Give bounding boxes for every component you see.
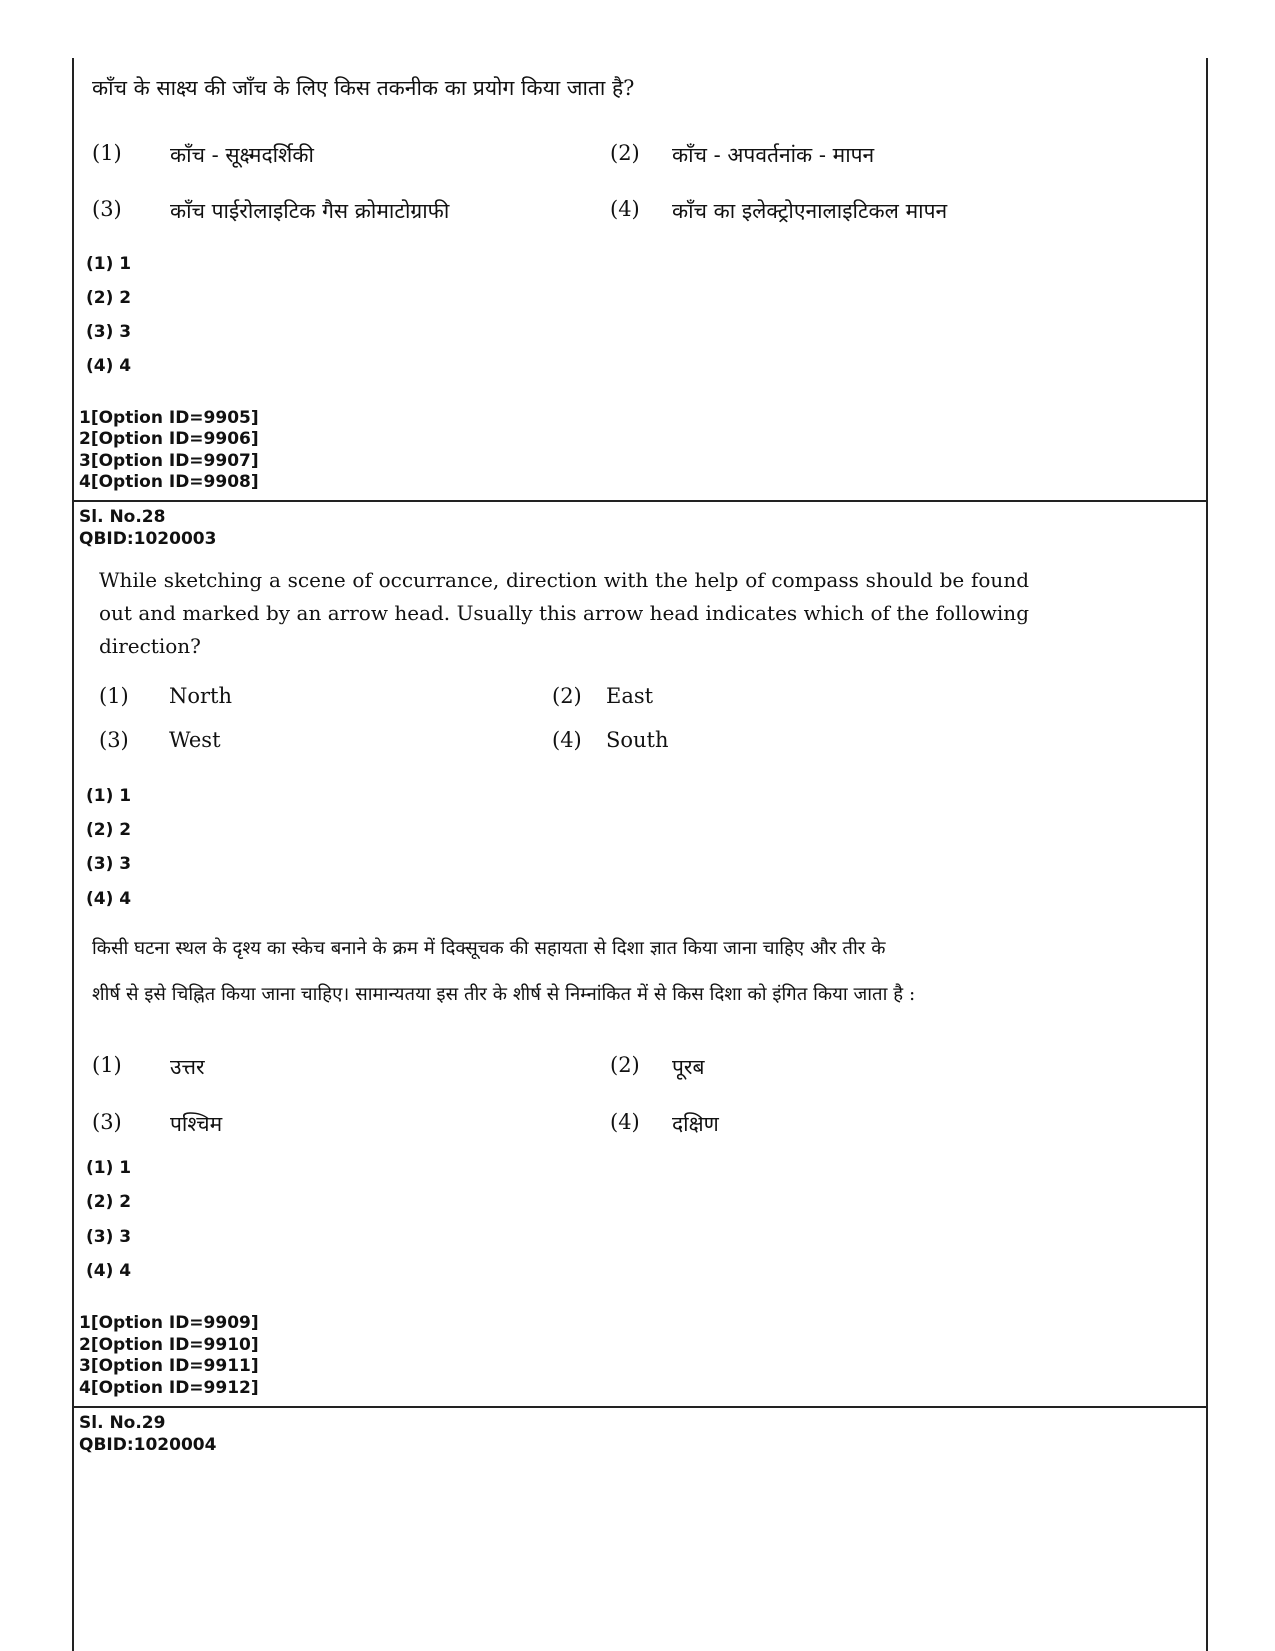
separator-line (72, 1406, 1208, 1408)
q27-answer-1: (1) 1 (86, 254, 132, 274)
q27-option-2-number: (2) (610, 141, 640, 165)
q28-en-option-4-number: (4) (552, 728, 582, 752)
q28-hi-answer-3: (3) 3 (86, 1227, 132, 1247)
q28-hi-option-3-number: (3) (92, 1110, 122, 1134)
q27-answer-2: (2) 2 (86, 288, 132, 308)
q28-hi-option-4-number: (4) (610, 1110, 640, 1134)
q27-option-1-text: काँच - सूक्ष्मदर्शिकी (170, 143, 314, 167)
q27-option-4-text: काँच का इलेक्ट्रोएनालाइटिकल मापन (672, 199, 948, 223)
q28-hi-answer-1: (1) 1 (86, 1158, 132, 1178)
question-27-text-hindi: काँच के साक्ष्य की जाँच के लिए किस तकनीक का प्रयोग किया जाता है? (92, 76, 635, 100)
q28-en-option-3-text: West (169, 728, 221, 752)
q28-hi-answer-2: (2) 2 (86, 1192, 132, 1212)
q28-hi-option-1-text: उत्तर (170, 1055, 205, 1079)
q28-en-option-1-text: North (169, 684, 233, 708)
q28-hi-option-1-number: (1) (92, 1053, 122, 1077)
q28-en-answer-2: (2) 2 (86, 820, 132, 840)
q27-option-id-3: 3[Option ID=9907] (79, 451, 259, 471)
question-28-text-hindi-line-2: शीर्ष से इसे चिह्नित किया जाना चाहिए। सामान्यतया इस तीर के शीर्ष से निम्नांकित में से किस दिशा को इंगित किया जाता है : (92, 984, 916, 1005)
q28-en-answer-1: (1) 1 (86, 786, 132, 806)
q28-en-option-2-number: (2) (552, 684, 582, 708)
q28-en-answer-3: (3) 3 (86, 854, 132, 874)
q28-hi-answer-4: (4) 4 (86, 1261, 132, 1281)
q28-option-id-2: 2[Option ID=9910] (79, 1335, 259, 1355)
q28-hi-option-2-number: (2) (610, 1053, 640, 1077)
q28-en-option-2-text: East (606, 684, 654, 708)
q28-en-answer-4: (4) 4 (86, 889, 132, 909)
q28-hi-option-2-text: पूरब (672, 1055, 705, 1079)
q28-option-id-1: 1[Option ID=9909] (79, 1313, 259, 1333)
q28-en-option-3-number: (3) (99, 728, 129, 752)
q27-option-id-1: 1[Option ID=9905] (79, 408, 259, 428)
q28-serial-number: Sl. No.28 (79, 507, 166, 527)
q27-option-3-text: काँच पाईरोलाइटिक गैस क्रोमाटोग्राफी (170, 199, 450, 223)
q27-option-2-text: काँच - अपवर्तनांक - मापन (672, 143, 875, 167)
q28-qbid: QBID:1020003 (79, 529, 217, 549)
q27-option-1-number: (1) (92, 141, 122, 165)
q29-qbid: QBID:1020004 (79, 1435, 217, 1455)
q28-en-option-1-number: (1) (99, 684, 129, 708)
q28-option-id-4: 4[Option ID=9912] (79, 1378, 259, 1398)
q27-option-id-4: 4[Option ID=9908] (79, 472, 259, 492)
q27-answer-3: (3) 3 (86, 322, 132, 342)
question-28-text-english: While sketching a scene of occurrance, direction with the help of compass should be found out and marked by an arrow head. Usually this arrow head indicates which of the following direction? (99, 568, 1029, 658)
q27-option-id-2: 2[Option ID=9906] (79, 429, 259, 449)
q29-serial-number: Sl. No.29 (79, 1413, 166, 1433)
q27-option-3-number: (3) (92, 197, 122, 221)
separator-line (72, 500, 1208, 502)
q27-answer-4: (4) 4 (86, 356, 132, 376)
q28-hi-option-4-text: दक्षिण (672, 1112, 719, 1136)
q28-hi-option-3-text: पश्चिम (170, 1112, 223, 1136)
q28-en-option-4-text: South (606, 728, 669, 752)
q27-option-4-number: (4) (610, 197, 640, 221)
question-28-text-hindi-line-1: किसी घटना स्थल के दृश्य का स्केच बनाने के क्रम में दिक्सूचक की सहायता से दिशा ज्ञात किया जाना चाहिए और तीर के (92, 938, 886, 959)
q28-option-id-3: 3[Option ID=9911] (79, 1356, 259, 1376)
left-border (72, 58, 74, 1651)
right-border (1206, 58, 1208, 1651)
